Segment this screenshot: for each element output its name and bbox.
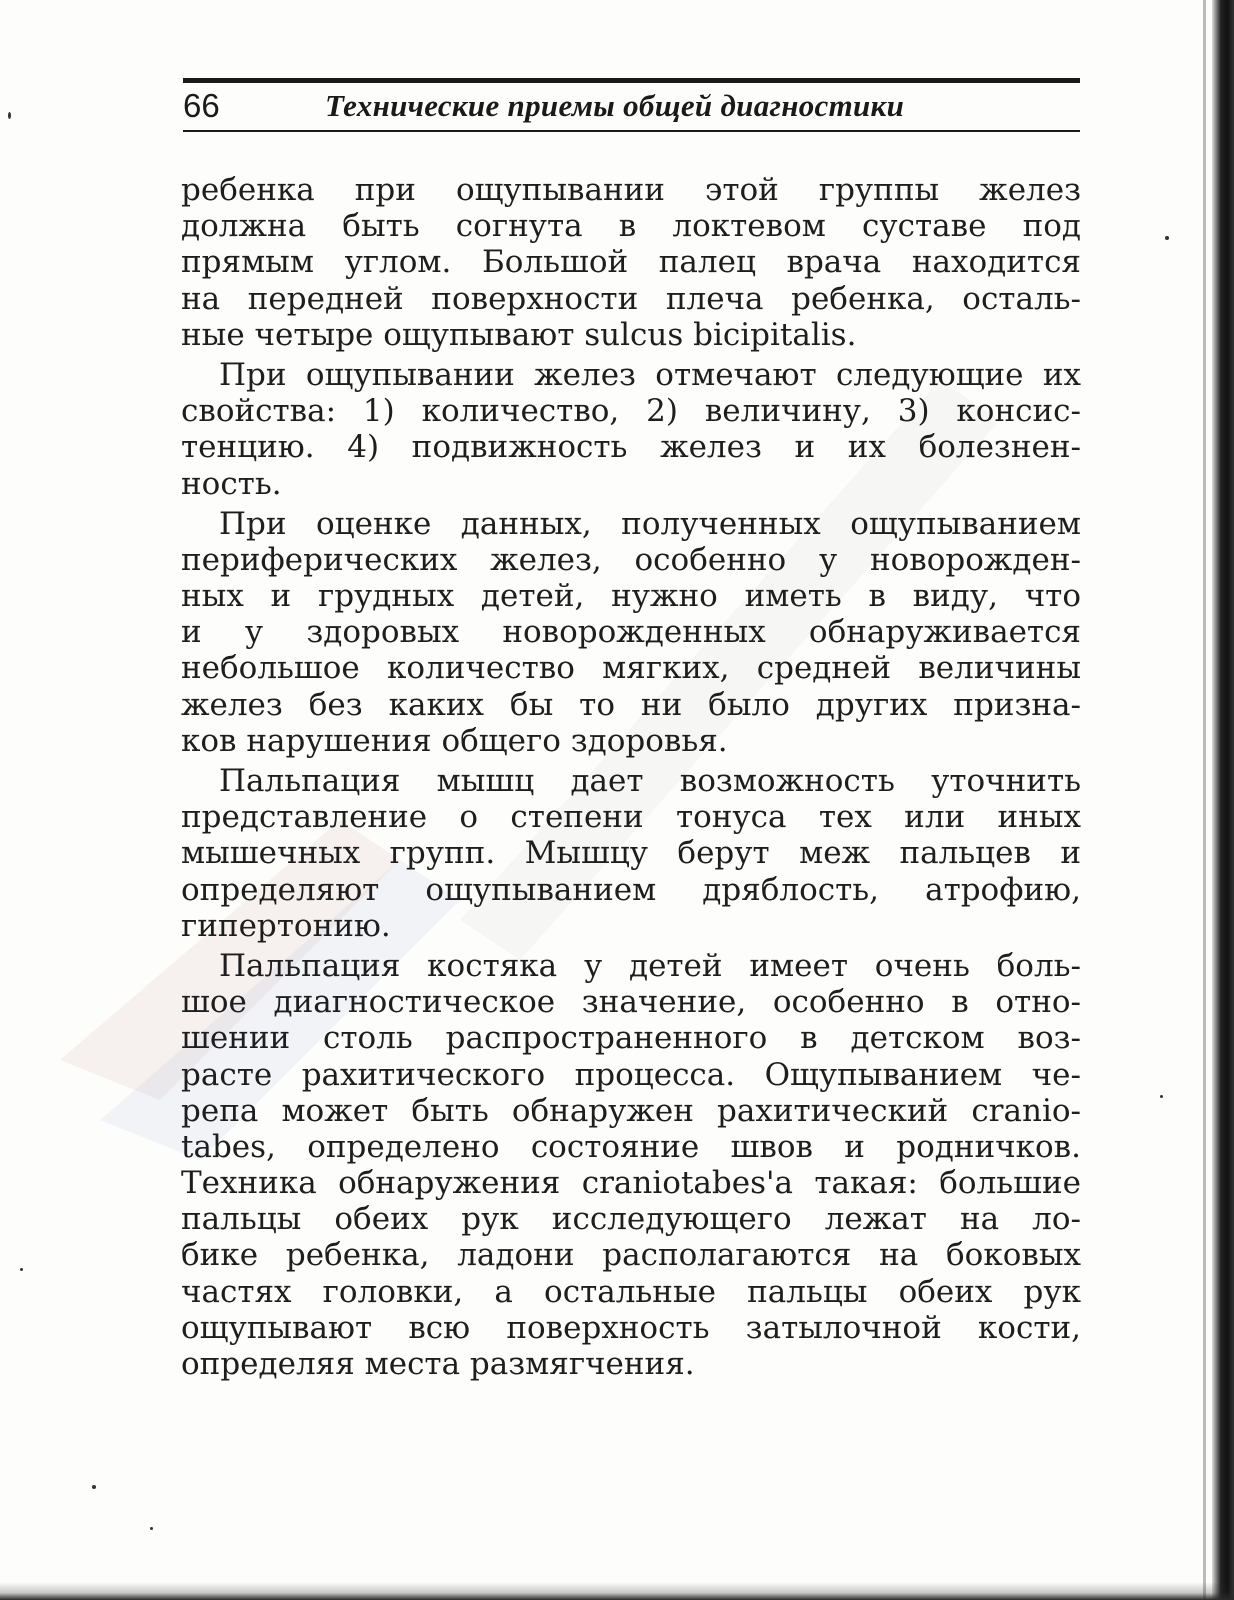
running-title: Технические приемы общей диагностики: [325, 88, 905, 123]
text-line: ков нарушения общего здоровья.: [181, 722, 728, 759]
paragraph: [181, 357, 1081, 502]
header-bottom-rule: [183, 130, 1080, 132]
text-line: мышечных групп. Мышцу берут меж пальцев и: [181, 835, 1081, 872]
text-line: При ощупывании желез отмечают следующие их: [219, 356, 1081, 393]
text-line: представление о степени тонуса тех или иных: [181, 799, 1081, 836]
text-line: ребенка при ощупывании этой группы желез: [181, 172, 1081, 208]
text-line: бике ребенка, ладони располагаются на боковых: [181, 1237, 1081, 1274]
text-line: ные четыре ощупывают sulcus bicipitalis.: [181, 316, 857, 353]
paragraph: [181, 948, 1081, 1382]
text-line: должна быть согнута в локтевом суставе под: [181, 208, 1081, 245]
text-line: При оценке данных, полученных ощупыванием: [219, 505, 1081, 542]
scan-edge-right: [1212, 0, 1234, 1600]
page-number: 66: [183, 87, 220, 124]
text-line: и у здоровых новорожденных обнаруживается: [181, 614, 1081, 651]
text-line: расте рахитического процесса. Ощупыванием че-: [181, 1056, 1081, 1093]
scan-speck: [150, 1527, 153, 1530]
text-line: прямым углом. Большой палец врача находится: [181, 244, 1081, 281]
scan-speck: [92, 1485, 96, 1489]
text-line: Пальпация мышц дает возможность уточнить: [219, 763, 1081, 799]
text-line: Техника обнаружения craniotabes'а такая: большие: [181, 1165, 1081, 1202]
text-line: тенцию. 4) подвижность желез и их болезнен-: [181, 429, 1081, 466]
text-line: на передней поверхности плеча ребенка, осталь-: [181, 280, 1081, 317]
text-line: небольшое количество мягких, средней величины: [181, 650, 1081, 687]
text-line: определяя места размягчения.: [181, 1346, 695, 1382]
scan-speck: [20, 1268, 23, 1271]
paragraph: [181, 506, 1081, 759]
paragraph: [181, 172, 1081, 353]
text-line: периферических желез, особенно у новорожден-: [181, 541, 1081, 578]
text-line: шении столь распространенного в детском воз-: [181, 1020, 1081, 1057]
text-line: частях головки, а остальные пальцы обеих рук: [181, 1273, 1081, 1310]
scan-speck: [8, 112, 11, 119]
text-line: гипертонию.: [181, 907, 391, 944]
text-line: ощупывают всю поверхность затылочной кости,: [181, 1309, 1081, 1346]
text-line: шое диагностическое значение, особенно в отно-: [181, 984, 1081, 1021]
header-top-rule: [183, 78, 1080, 83]
body-text: [181, 172, 1081, 1382]
paragraph: [181, 763, 1081, 944]
text-line: ных и грудных детей, нужно иметь в виду, что: [181, 578, 1081, 615]
scan-edge-line: [1203, 0, 1206, 1600]
text-line: репа может быть обнаружен рахитический cranio-: [181, 1092, 1081, 1129]
text-line: tabes, определено состояние швов и родничков.: [181, 1128, 1081, 1165]
text-line: свойства: 1) количество, 2) величину, 3) консис-: [181, 393, 1081, 430]
text-line: желез без каких бы то ни было других призна-: [181, 686, 1081, 723]
text-line: пальцы обеих рук исследующего лежат на ло-: [181, 1201, 1081, 1238]
text-line: ность.: [181, 465, 282, 502]
text-line: определяют ощупыванием дряблость, атрофию,: [181, 871, 1081, 908]
scan-speck: [1160, 1095, 1163, 1098]
scan-edge-bottom: [0, 1582, 1234, 1600]
scan-speck: [1165, 236, 1169, 240]
text-line: Пальпация костяка у детей имеет очень боль-: [219, 947, 1081, 984]
